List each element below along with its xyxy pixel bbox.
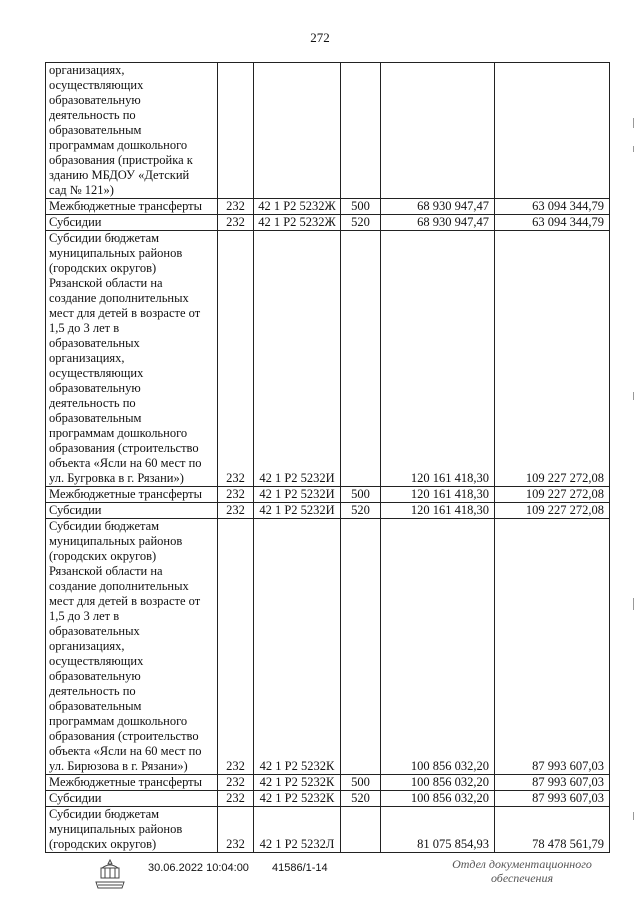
row-expense-type	[341, 519, 381, 775]
row-name: организациях, осуществляющих образовательную деятельность по образовательным программам дошкольного образования (пристройка к зданию МБДОУ «Детский сад № 121»)	[46, 63, 218, 199]
edge-mark	[633, 598, 634, 610]
table-row	[46, 807, 610, 853]
row-sum-1: 68 930 947,47	[381, 215, 495, 231]
row-target-article: 42 1 Р2 5232К	[254, 519, 341, 775]
edge-mark	[633, 118, 634, 128]
row-expense-type	[341, 63, 381, 199]
budget-table-body	[46, 63, 610, 853]
table-row	[46, 63, 610, 199]
row-target-article: 42 1 Р2 5232Л	[254, 807, 341, 853]
row-code: 232	[218, 231, 254, 487]
row-target-article: 42 1 Р2 5232К	[254, 791, 341, 807]
row-sum-2: 109 227 272,08	[495, 487, 610, 503]
row-code: 232	[218, 791, 254, 807]
row-sum-2: 109 227 272,08	[495, 231, 610, 487]
row-code: 232	[218, 775, 254, 791]
row-code: 232	[218, 503, 254, 519]
row-name: Субсидии	[46, 215, 218, 231]
row-expense-type: 520	[341, 791, 381, 807]
row-target-article	[254, 63, 341, 199]
row-code: 232	[218, 807, 254, 853]
row-name: Субсидии бюджетам муниципальных районов (городских округов) Рязанской области на создание дополнительных мест для детей в возрасте от 1,5 до 3 лет в образовательных организациях, осуществляющих образовательную деятельность по образовательным программам дошкольного образования (строительство объекта «Ясли на 60 мест по ул. Бугровка в г. Рязани»)	[46, 231, 218, 487]
row-target-article: 42 1 Р2 5232К	[254, 775, 341, 791]
row-name: Межбюджетные трансферты	[46, 487, 218, 503]
table-row	[46, 503, 610, 519]
row-code: 232	[218, 199, 254, 215]
row-target-article: 42 1 Р2 5232И	[254, 503, 341, 519]
row-target-article: 42 1 Р2 5232И	[254, 487, 341, 503]
row-code: 232	[218, 215, 254, 231]
stamp-line-1: Отдел документационного	[452, 857, 592, 871]
row-name: Межбюджетные трансферты	[46, 775, 218, 791]
row-expense-type: 520	[341, 215, 381, 231]
row-sum-1: 100 856 032,20	[381, 775, 495, 791]
row-name: Межбюджетные трансферты	[46, 199, 218, 215]
row-target-article: 42 1 Р2 5232Ж	[254, 199, 341, 215]
row-sum-1: 120 161 418,30	[381, 231, 495, 487]
row-sum-1: 68 930 947,47	[381, 199, 495, 215]
table-row	[46, 791, 610, 807]
row-sum-1: 120 161 418,30	[381, 503, 495, 519]
budget-table	[45, 62, 610, 853]
row-name: Субсидии бюджетам муниципальных районов (городских округов)	[46, 807, 218, 853]
row-name: Субсидии бюджетам муниципальных районов (городских округов) Рязанской области на создание дополнительных мест для детей в возрасте от 1,5 до 3 лет в образовательных организациях, осуществляющих образовательную деятельность по образовательным программам дошкольного образования (строительство объекта «Ясли на 60 мест по ул. Бирюзова в г. Рязани»)	[46, 519, 218, 775]
emblem-logo	[92, 858, 128, 892]
footer-date: 30.06.2022 10:04:00	[148, 862, 249, 874]
row-sum-2	[495, 63, 610, 199]
row-code	[218, 63, 254, 199]
row-expense-type	[341, 807, 381, 853]
row-target-article: 42 1 Р2 5232И	[254, 231, 341, 487]
row-sum-2: 78 478 561,79	[495, 807, 610, 853]
row-sum-2: 63 094 344,79	[495, 215, 610, 231]
row-sum-1: 100 856 032,20	[381, 791, 495, 807]
row-sum-2: 87 993 607,03	[495, 519, 610, 775]
row-name: Субсидии	[46, 791, 218, 807]
row-sum-2: 87 993 607,03	[495, 791, 610, 807]
row-sum-1	[381, 63, 495, 199]
table-row	[46, 215, 610, 231]
row-code: 232	[218, 519, 254, 775]
edge-mark	[633, 812, 634, 820]
row-sum-2: 109 227 272,08	[495, 503, 610, 519]
row-name: Субсидии	[46, 503, 218, 519]
footer-registration-number: 41586/1-14	[272, 862, 328, 874]
edge-mark	[633, 146, 634, 152]
table-row	[46, 231, 610, 487]
row-sum-2: 63 094 344,79	[495, 199, 610, 215]
table-row	[46, 487, 610, 503]
row-code: 232	[218, 487, 254, 503]
row-sum-1: 100 856 032,20	[381, 519, 495, 775]
stamp-line-2: обеспечения	[490, 871, 554, 885]
row-sum-1: 81 075 854,93	[381, 807, 495, 853]
department-stamp	[447, 857, 597, 885]
row-target-article: 42 1 Р2 5232Ж	[254, 215, 341, 231]
row-expense-type	[341, 231, 381, 487]
row-sum-2: 87 993 607,03	[495, 775, 610, 791]
row-expense-type: 500	[341, 487, 381, 503]
row-expense-type: 500	[341, 775, 381, 791]
row-expense-type: 500	[341, 199, 381, 215]
table-row	[46, 775, 610, 791]
table-row	[46, 519, 610, 775]
row-expense-type: 520	[341, 503, 381, 519]
page-number: 272	[310, 30, 330, 45]
table-row	[46, 199, 610, 215]
edge-mark	[633, 392, 634, 400]
row-sum-1: 120 161 418,30	[381, 487, 495, 503]
